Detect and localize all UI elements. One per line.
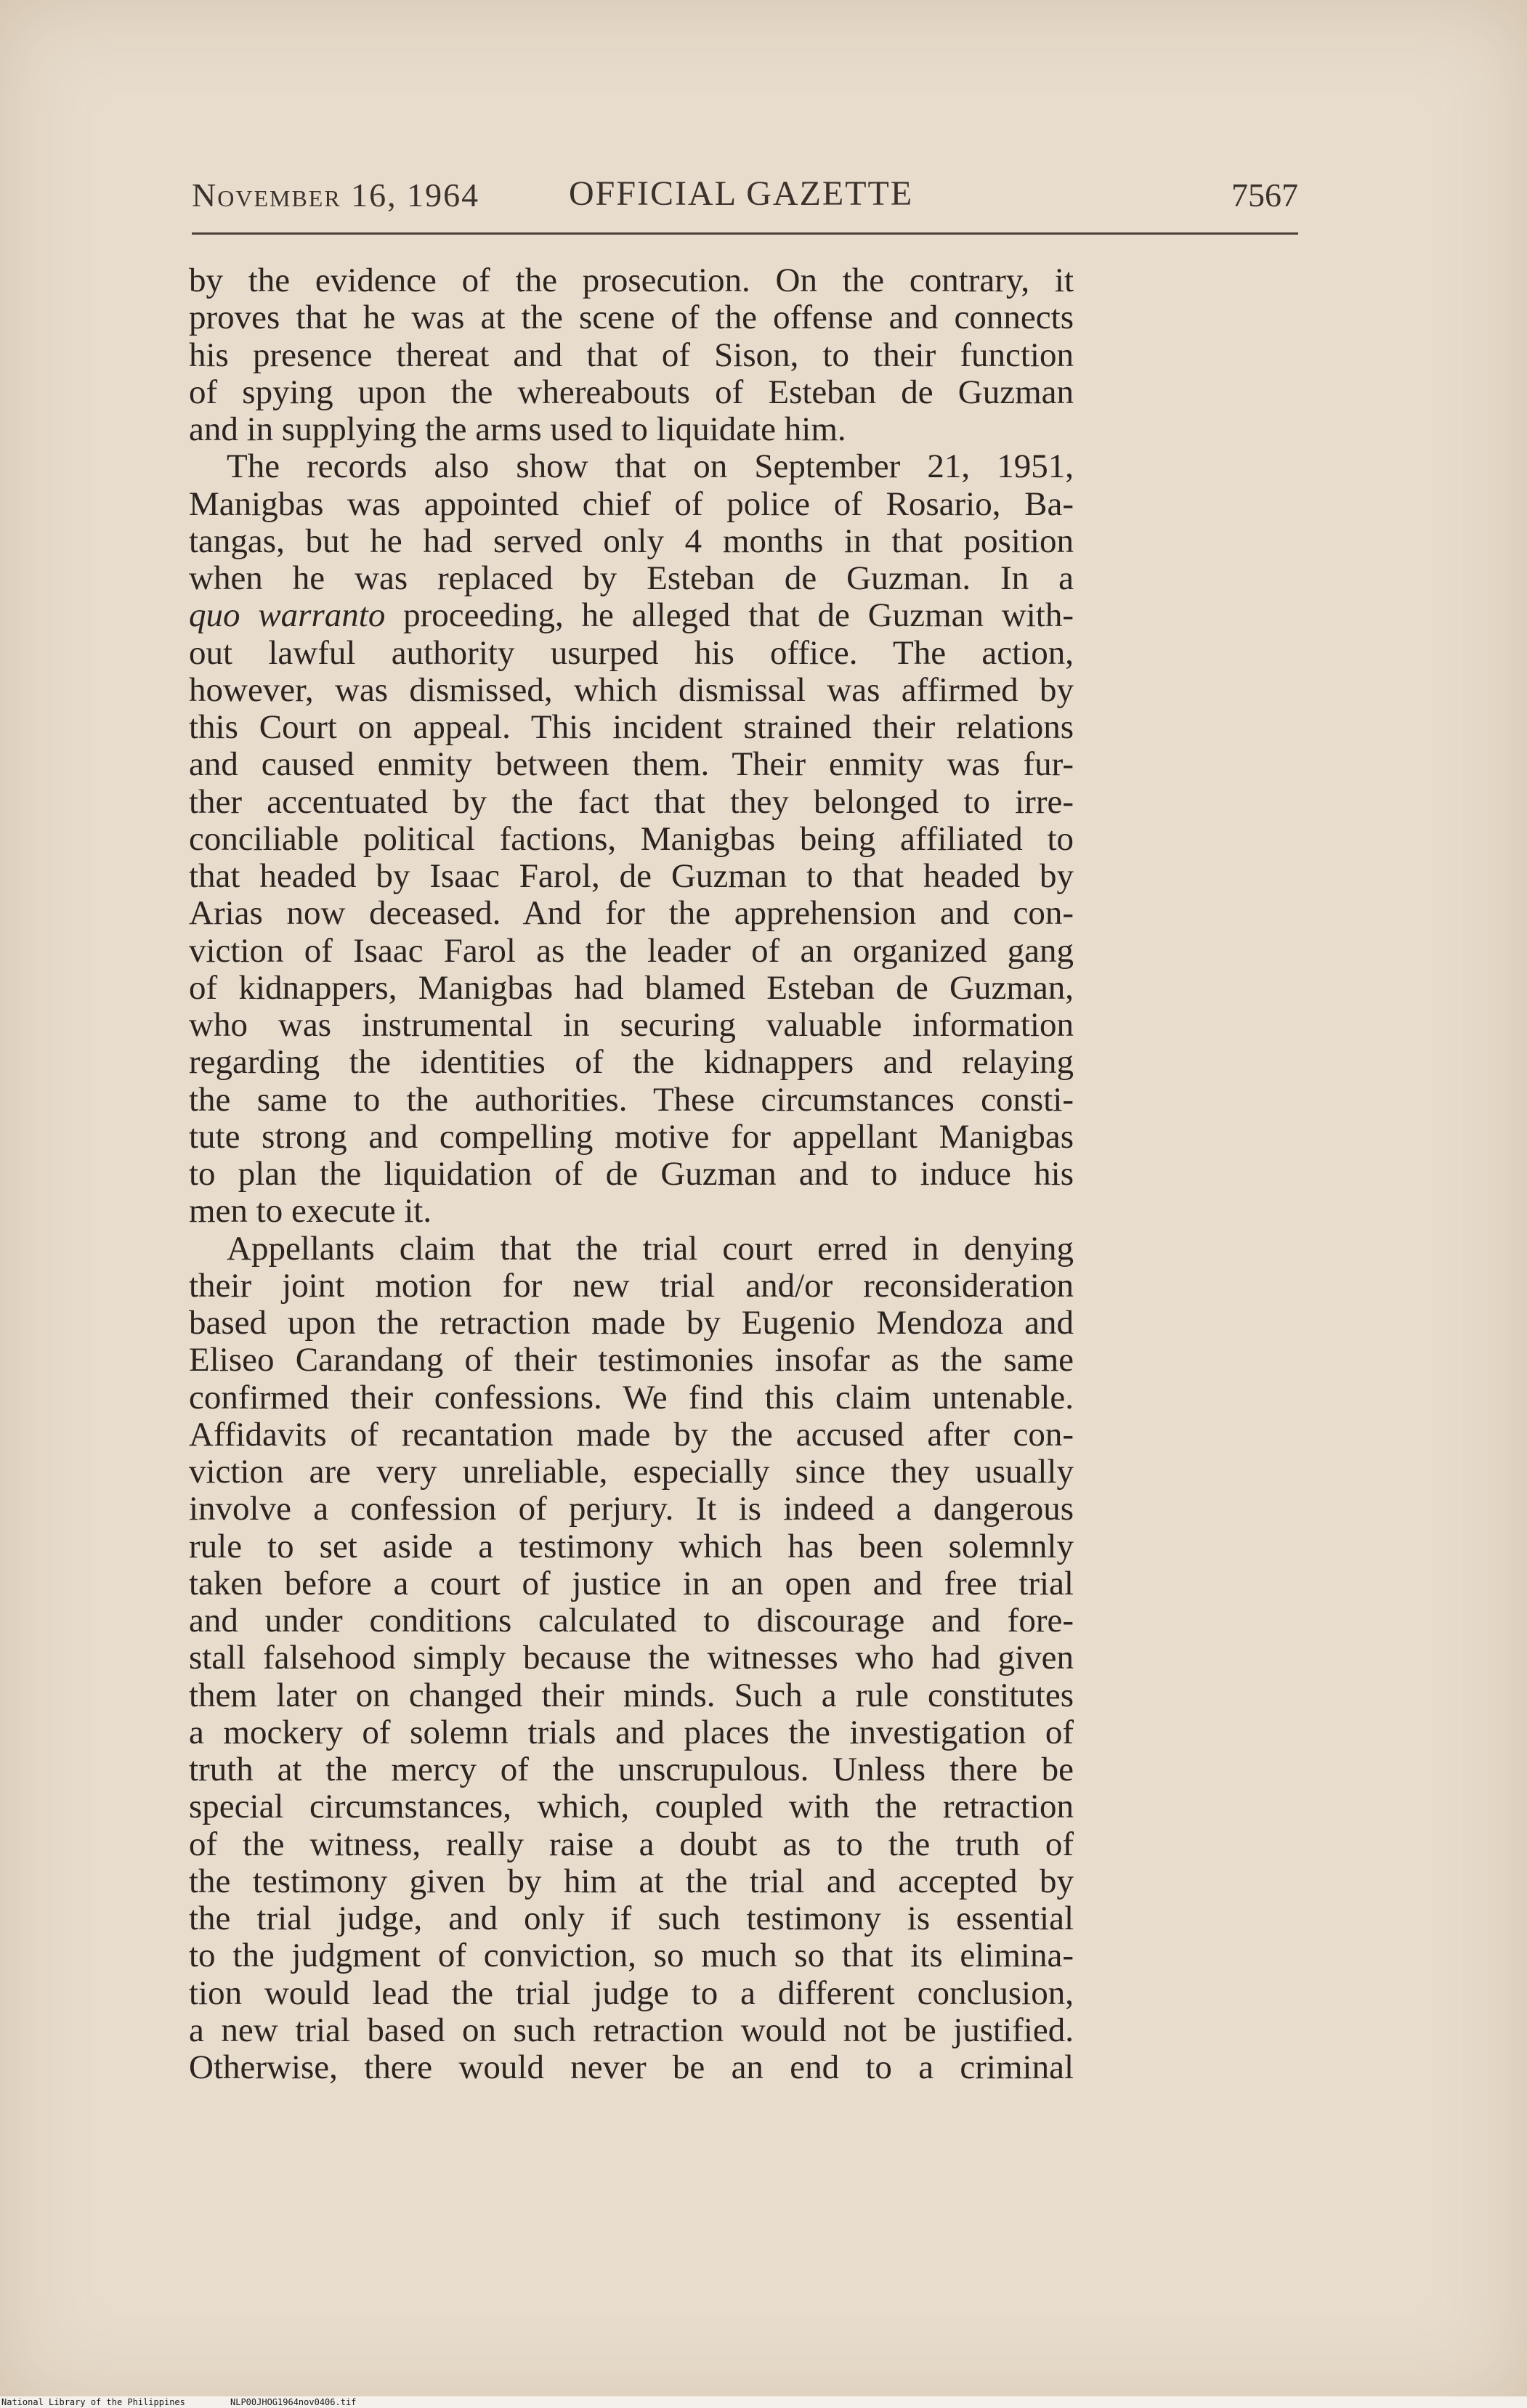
- page-number: 7567: [1231, 177, 1298, 214]
- text-line: and in supplying the arms used to liquidate him.: [189, 410, 846, 448]
- publication-title: OFFICIAL GAZETTE: [569, 174, 914, 213]
- text-line: the trial judge, and only if such testimony is essential: [189, 1900, 1074, 1937]
- body-text: [189, 262, 1074, 2086]
- text-line: men to execute it.: [189, 1192, 432, 1231]
- text-line: Arias now deceased. And for the apprehension and con-: [189, 894, 1074, 933]
- scan-footer: [0, 2396, 1527, 2408]
- text-line: special circumstances, which, coupled with the retraction: [189, 1788, 1074, 1826]
- scan-filename: NLP00JHOG1964nov0406.tif: [230, 2397, 357, 2407]
- text-line: [189, 597, 1074, 634]
- library-credit: National Library of the Philippines: [1, 2397, 185, 2407]
- text-line: truth at the mercy of the unscrupulous. Unless there be: [189, 1751, 1074, 1788]
- text-line: rule to set aside a testimony which has been solemnly: [189, 1527, 1074, 1565]
- text-line: tangas, but he had served only 4 months in that position: [189, 522, 1074, 560]
- text-line: who was instrumental in securing valuable information: [189, 1006, 1074, 1044]
- text-line: Affidavits of recantation made by the accused after con-: [189, 1415, 1074, 1454]
- text-line: when he was replaced by Esteban de Guzman. In a: [189, 559, 1074, 597]
- text-line: the testimony given by him at the trial and accepted by: [189, 1862, 1074, 1900]
- text-line: regarding the identities of the kidnappers and relaying: [189, 1043, 1074, 1082]
- text-line: stall falsehood simply because the witnesses who had given: [189, 1639, 1074, 1677]
- text-line: conciliable political factions, Manigbas being affiliated to: [189, 819, 1074, 858]
- text-line: however, was dismissed, which dismissal was affirmed by: [189, 670, 1074, 709]
- text-line: of kidnappers, Manigbas had blamed Esteban de Guzman,: [189, 968, 1074, 1007]
- text-line: Otherwise, there would never be an end to a criminal: [189, 2048, 1074, 2086]
- text-line: involve a confession of perjury. It is indeed a dangerous: [189, 1490, 1074, 1528]
- text-line: tion would lead the trial judge to a different conclusion,: [189, 1974, 1074, 2012]
- text-segment: proceeding, he alleged that de Guzman with-: [385, 596, 1074, 635]
- italic-phrase: quo warranto: [189, 596, 386, 635]
- text-line: taken before a court of justice in an open and free trial: [189, 1564, 1074, 1602]
- text-line: a mockery of solemn trials and places the investigation of: [189, 1713, 1074, 1751]
- text-line: based upon the retraction made by Eugenio Mendoza and: [189, 1304, 1074, 1342]
- text-line: by the evidence of the prosecution. On the contrary, it: [189, 262, 1074, 299]
- text-line: their joint motion for new trial and/or reconsideration: [189, 1266, 1074, 1305]
- text-line: ther accentuated by the fact that they belonged to irre-: [189, 782, 1074, 821]
- text-line: to plan the liquidation of de Guzman and to induce his: [189, 1155, 1074, 1193]
- text-line: Manigbas was appointed chief of police of Rosario, Ba-: [189, 485, 1074, 523]
- text-line: his presence thereat and that of Sison, to their function: [189, 336, 1074, 374]
- text-line: viction are very unreliable, especially since they usually: [189, 1453, 1074, 1491]
- text-line: this Court on appeal. This incident strained their relations: [189, 708, 1074, 746]
- text-line: The records also show that on September 21, 1951,: [227, 447, 1074, 486]
- text-line: of spying upon the whereabouts of Esteban de Guzman: [189, 373, 1074, 411]
- text-line: proves that he was at the scene of the offense and connects: [189, 299, 1074, 337]
- text-line: viction of Isaac Farol as the leader of an organized gang: [189, 931, 1074, 970]
- text-line: them later on changed their minds. Such a rule constitutes: [189, 1676, 1074, 1714]
- issue-date: November 16, 1964: [192, 177, 480, 214]
- text-line: and caused enmity between them. Their enmity was fur-: [189, 745, 1074, 784]
- text-line: of the witness, really raise a doubt as to the truth of: [189, 1825, 1074, 1863]
- text-line: confirmed their confessions. We find this claim untenable.: [189, 1378, 1074, 1416]
- paragraph: [189, 262, 1074, 448]
- paragraph: [189, 1231, 1074, 2087]
- paragraph: [189, 448, 1074, 1230]
- running-header: [0, 0, 1527, 240]
- text-line: out lawful authority usurped his office. The action,: [189, 633, 1074, 672]
- text-line: Appellants claim that the trial court erred in denying: [227, 1229, 1074, 1268]
- text-line: Eliseo Carandang of their testimonies insofar as the same: [189, 1341, 1074, 1379]
- text-line: tute strong and compelling motive for appellant Manigbas: [189, 1117, 1074, 1156]
- text-line: that headed by Isaac Farol, de Guzman to that headed by: [189, 857, 1074, 895]
- header-rule: [192, 232, 1298, 235]
- text-line: to the judgment of conviction, so much so that its elimina-: [189, 1937, 1074, 1975]
- text-line: a new trial based on such retraction would not be justified.: [189, 2011, 1074, 2049]
- text-line: and under conditions calculated to discourage and fore-: [189, 1602, 1074, 1639]
- text-line: the same to the authorities. These circumstances consti-: [189, 1080, 1074, 1119]
